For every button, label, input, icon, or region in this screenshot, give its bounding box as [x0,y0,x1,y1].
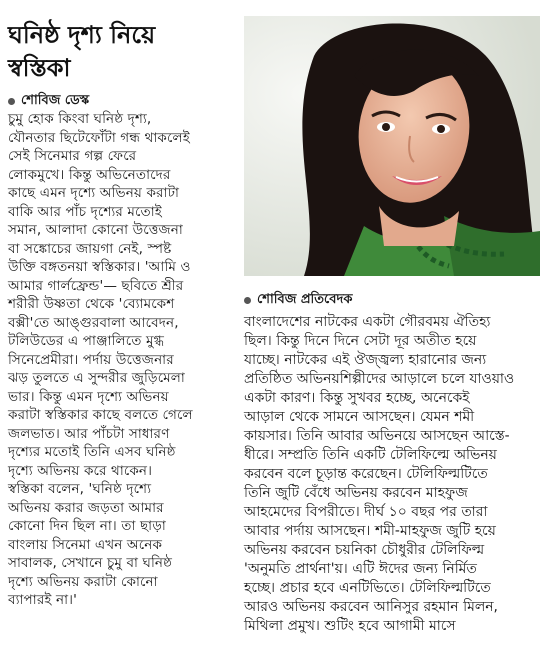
body-line: বাকি আর পাঁচ দৃশ্যের মতোই [8,203,162,220]
body-line: ছিল। কিন্তু দিনে দিনে সেটা দূর অতীত হয়ে [244,333,477,349]
body-line: ব্যাপারই না।' [8,592,77,608]
body-line: বা সঙ্কোচের জায়গা নেই, স্পষ্ট [8,240,172,257]
body-line: আহমেদের বিপরীতে। দীর্ঘ ১০ বছর পর তারা [244,504,488,520]
actress-photo [244,16,540,276]
body-line: একটা কারণ। কিন্তু সুখবর হচ্ছে, অনেকেই [244,390,470,406]
body-line: লোকমুখে। কিন্তু অভিনেতাদের [8,166,171,183]
byline-reporter [244,291,544,309]
article-right [244,291,544,636]
body-line: শরীরী উষ্ণতা থেকে 'ব্যোমকেশ [8,296,175,312]
body-line: হচ্ছে। প্রচার হবে এনটিভিতে। টেলিফিল্মটিতে [244,580,491,596]
body-line: সমান, আলাদা কোনো উত্তেজনা [8,222,183,238]
article-body [244,313,544,636]
body-line: করবেন বলে চূড়ান্ত করেছেন। টেলিফিল্মটিতে [244,466,488,482]
body-line: চুমু হোক কিংবা ঘনিষ্ঠ দৃশ্য, [8,111,152,127]
body-line: কাছে এমন দৃশ্যে অভিনয় করাটা [8,185,180,201]
body-line: প্রতিষ্ঠিত অভিনয়শিল্পীদের আড়ালে চলে যাওয়াও [244,371,515,387]
body-line: উক্তি বঙ্গতনয়া স্বস্তিকার। 'আমি ও [8,259,191,275]
body-line: আরও অভিনয় করবেন আনিসুর রহমান মিলন, [244,599,499,615]
body-line: সাবালক, সেখানে চুমু বা ঘনিষ্ঠ [8,555,173,571]
body-line: ভার। কিন্তু এমন দৃশ্যে অভিনয় [8,388,169,405]
body-line: সেই সিনেমার গল্প ফেরে [8,148,137,164]
body-line: তিনি জুটি বেঁধে অভিনয় করবেন মাহফুজ [244,485,468,501]
headline-line: ঘনিষ্ঠ দৃশ্য নিয়ে [8,20,156,49]
body-line: ধীরে। সম্প্রতি তিনি একটি টেলিফিল্মে অভিনয় [244,447,497,463]
body-line: সিনেপ্রেমীরা। পর্দায় উত্তেজনার [8,351,174,368]
byline-text: শোবিজ প্রতিবেদক [257,292,353,307]
article-headline [8,18,234,84]
body-line: কোনো দিন ছিল না। তা ছাড়া [8,518,166,534]
bullet-icon [8,98,15,105]
article-body [8,110,234,610]
body-line: আড়াল থেকে সামনে আসছেন। যেমন শমী [244,409,475,425]
headline-line: স্বস্তিকা [8,53,71,82]
article-left [8,18,234,610]
body-line: ঝড় তুলতে এ সুন্দরীর জুড়িমেলা [8,370,185,386]
body-line: বাংলাদেশের নাটকের একটা গৌরবময় ঐতিহ্য [244,314,491,330]
body-line: দৃশ্যে অভিনয় করাটা কোনো [8,573,158,590]
body-line: কায়সার। তিনি আবার অভিনয়ে আসছেন আস্তে- [244,428,510,444]
body-line: আমার গার্লফ্রেন্ড'— ছবিতে শ্রীর [8,277,184,294]
body-line: অভিনয় করবেন চয়নিকা চৌধুরীর টেলিফিল্ম [244,542,485,558]
body-line: স্বস্তিকা বলেন, 'ঘনিষ্ঠ দৃশ্যে [8,481,152,497]
byline-desk [8,92,234,110]
body-line: 'অনুমতি প্রার্থনা'য়। এটি ঈদের জন্য নির্মিত [244,561,477,577]
body-line: যাচ্ছে। নাটকের এই ঔজ্জ্বল্য হারানোর জন্য [244,352,487,368]
body-line: আবার পর্দায় আসছেন। শমী-মাহফুজ জুটি হয়ে [244,523,496,539]
body-line: বক্সী'তে আঙ্গুরবালা আবেদন, [8,314,179,331]
portrait-illustration [244,16,540,276]
body-line: টলিউডের এ পাঞ্জালিতে মুগ্ধ [8,333,165,349]
body-line: জলভাত। আর পাঁচটা সাধারণ [8,425,170,442]
body-line: অভিনয় করার জড়তা আমার [8,499,164,516]
body-line: দৃশ্যে অভিনয় করে থাকেন। [8,462,153,479]
body-line: করাটা স্বস্তিকার কাছে বলতে গেলে [8,407,193,423]
bullet-icon [244,297,251,304]
body-line: যৌনতার ছিটেফোঁটা গন্ধ থাকলেই [8,129,190,146]
body-line: বাংলায় সিনেমা এখন অনেক [8,536,163,553]
body-line: দৃশ্যের মতোই তিনি এসব ঘনিষ্ঠ [8,444,176,460]
body-line: মিথিলা প্রমুখ। শুটিং হবে আগামী মাসে [244,618,456,634]
byline-text: শোবিজ ডেস্ক [21,93,90,108]
